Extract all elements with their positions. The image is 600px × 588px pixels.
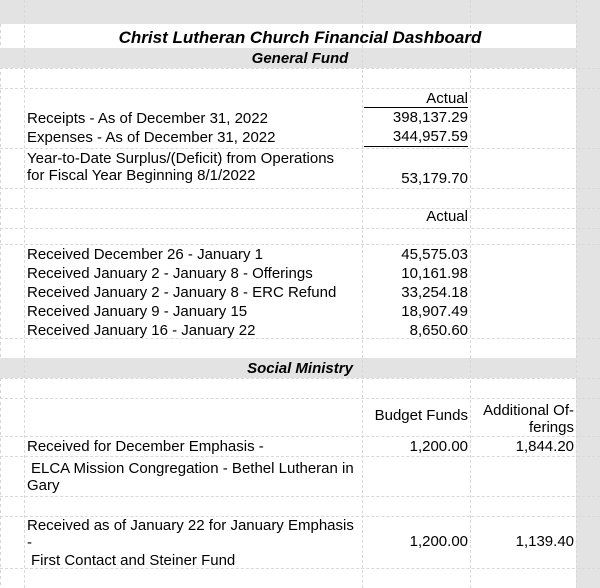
january-detail: First Contact and Steiner Fund: [31, 552, 236, 569]
gridline: [0, 456, 600, 457]
budget-funds-header: Budget Funds: [374, 407, 468, 424]
gridline: [0, 148, 600, 149]
surplus-label-line2: for Fiscal Year Beginning 8/1/2022: [27, 167, 256, 184]
january-budget-value: 1,200.00: [409, 533, 468, 550]
weekly-value-4: 18,907.49: [401, 303, 468, 320]
weekly-label-2: Received January 2 - January 8 - Offerings: [27, 265, 313, 282]
gridline: [0, 244, 600, 245]
weekly-label-1: Received December 26 - January 1: [27, 246, 263, 263]
gridline: [0, 208, 600, 209]
gridline: [0, 188, 600, 189]
additional-offerings-header-line1: Additional Of-: [483, 402, 574, 419]
weekly-label-3: Received January 2 - January 8 - ERC Refund: [27, 284, 337, 301]
december-additional-value: 1,844.20: [515, 438, 574, 455]
actual-column-header: Actual: [426, 90, 468, 107]
header-band: [0, 0, 600, 24]
december-detail-line2: Gary: [27, 477, 60, 494]
section-heading-social-ministry: Social Ministry: [247, 360, 353, 377]
weekly-value-1: 45,575.03: [401, 246, 468, 263]
receipts-label: Receipts - As of December 31, 2022: [27, 110, 268, 127]
gridline: [0, 436, 600, 437]
gridline: [0, 378, 600, 379]
january-emphasis-dash: -: [27, 534, 32, 551]
receipts-value: 398,137.29: [392, 109, 468, 126]
expenses-label: Expenses - As of December 31, 2022: [27, 129, 276, 146]
weekly-value-3: 33,254.18: [401, 284, 468, 301]
gridline: [0, 228, 600, 229]
january-additional-value: 1,139.40: [515, 533, 574, 550]
weekly-value-5: 8,650.60: [409, 322, 468, 339]
surplus-value: 53,179.70: [401, 170, 468, 187]
gridline: [0, 68, 600, 69]
header-underline: [364, 107, 468, 108]
december-emphasis-label: Received for December Emphasis -: [27, 438, 264, 455]
section-heading-general-fund: General Fund: [251, 50, 349, 67]
december-budget-value: 1,200.00: [409, 438, 468, 455]
page-title: Christ Lutheran Church Financial Dashboard: [118, 28, 482, 47]
january-emphasis-label: Received as of January 22 for January Emphasis: [27, 517, 354, 534]
total-underline: [364, 146, 468, 147]
december-detail-line1: ELCA Mission Congregation - Bethel Lutheran in: [31, 460, 354, 477]
surplus-label-line1: Year-to-Date Surplus/(Deficit) from Operations: [27, 150, 335, 167]
weekly-label-5: Received January 16 - January 22: [27, 322, 256, 339]
weekly-value-2: 10,161.98: [401, 265, 468, 282]
gridline: [0, 88, 600, 89]
expenses-value: 344,957.59: [392, 128, 468, 145]
weekly-label-4: Received January 9 - January 15: [27, 303, 248, 320]
actual-column-header-2: Actual: [426, 208, 468, 225]
gridline: [0, 398, 600, 399]
additional-offerings-header-line2: ferings: [528, 419, 574, 436]
gridline: [0, 496, 600, 497]
